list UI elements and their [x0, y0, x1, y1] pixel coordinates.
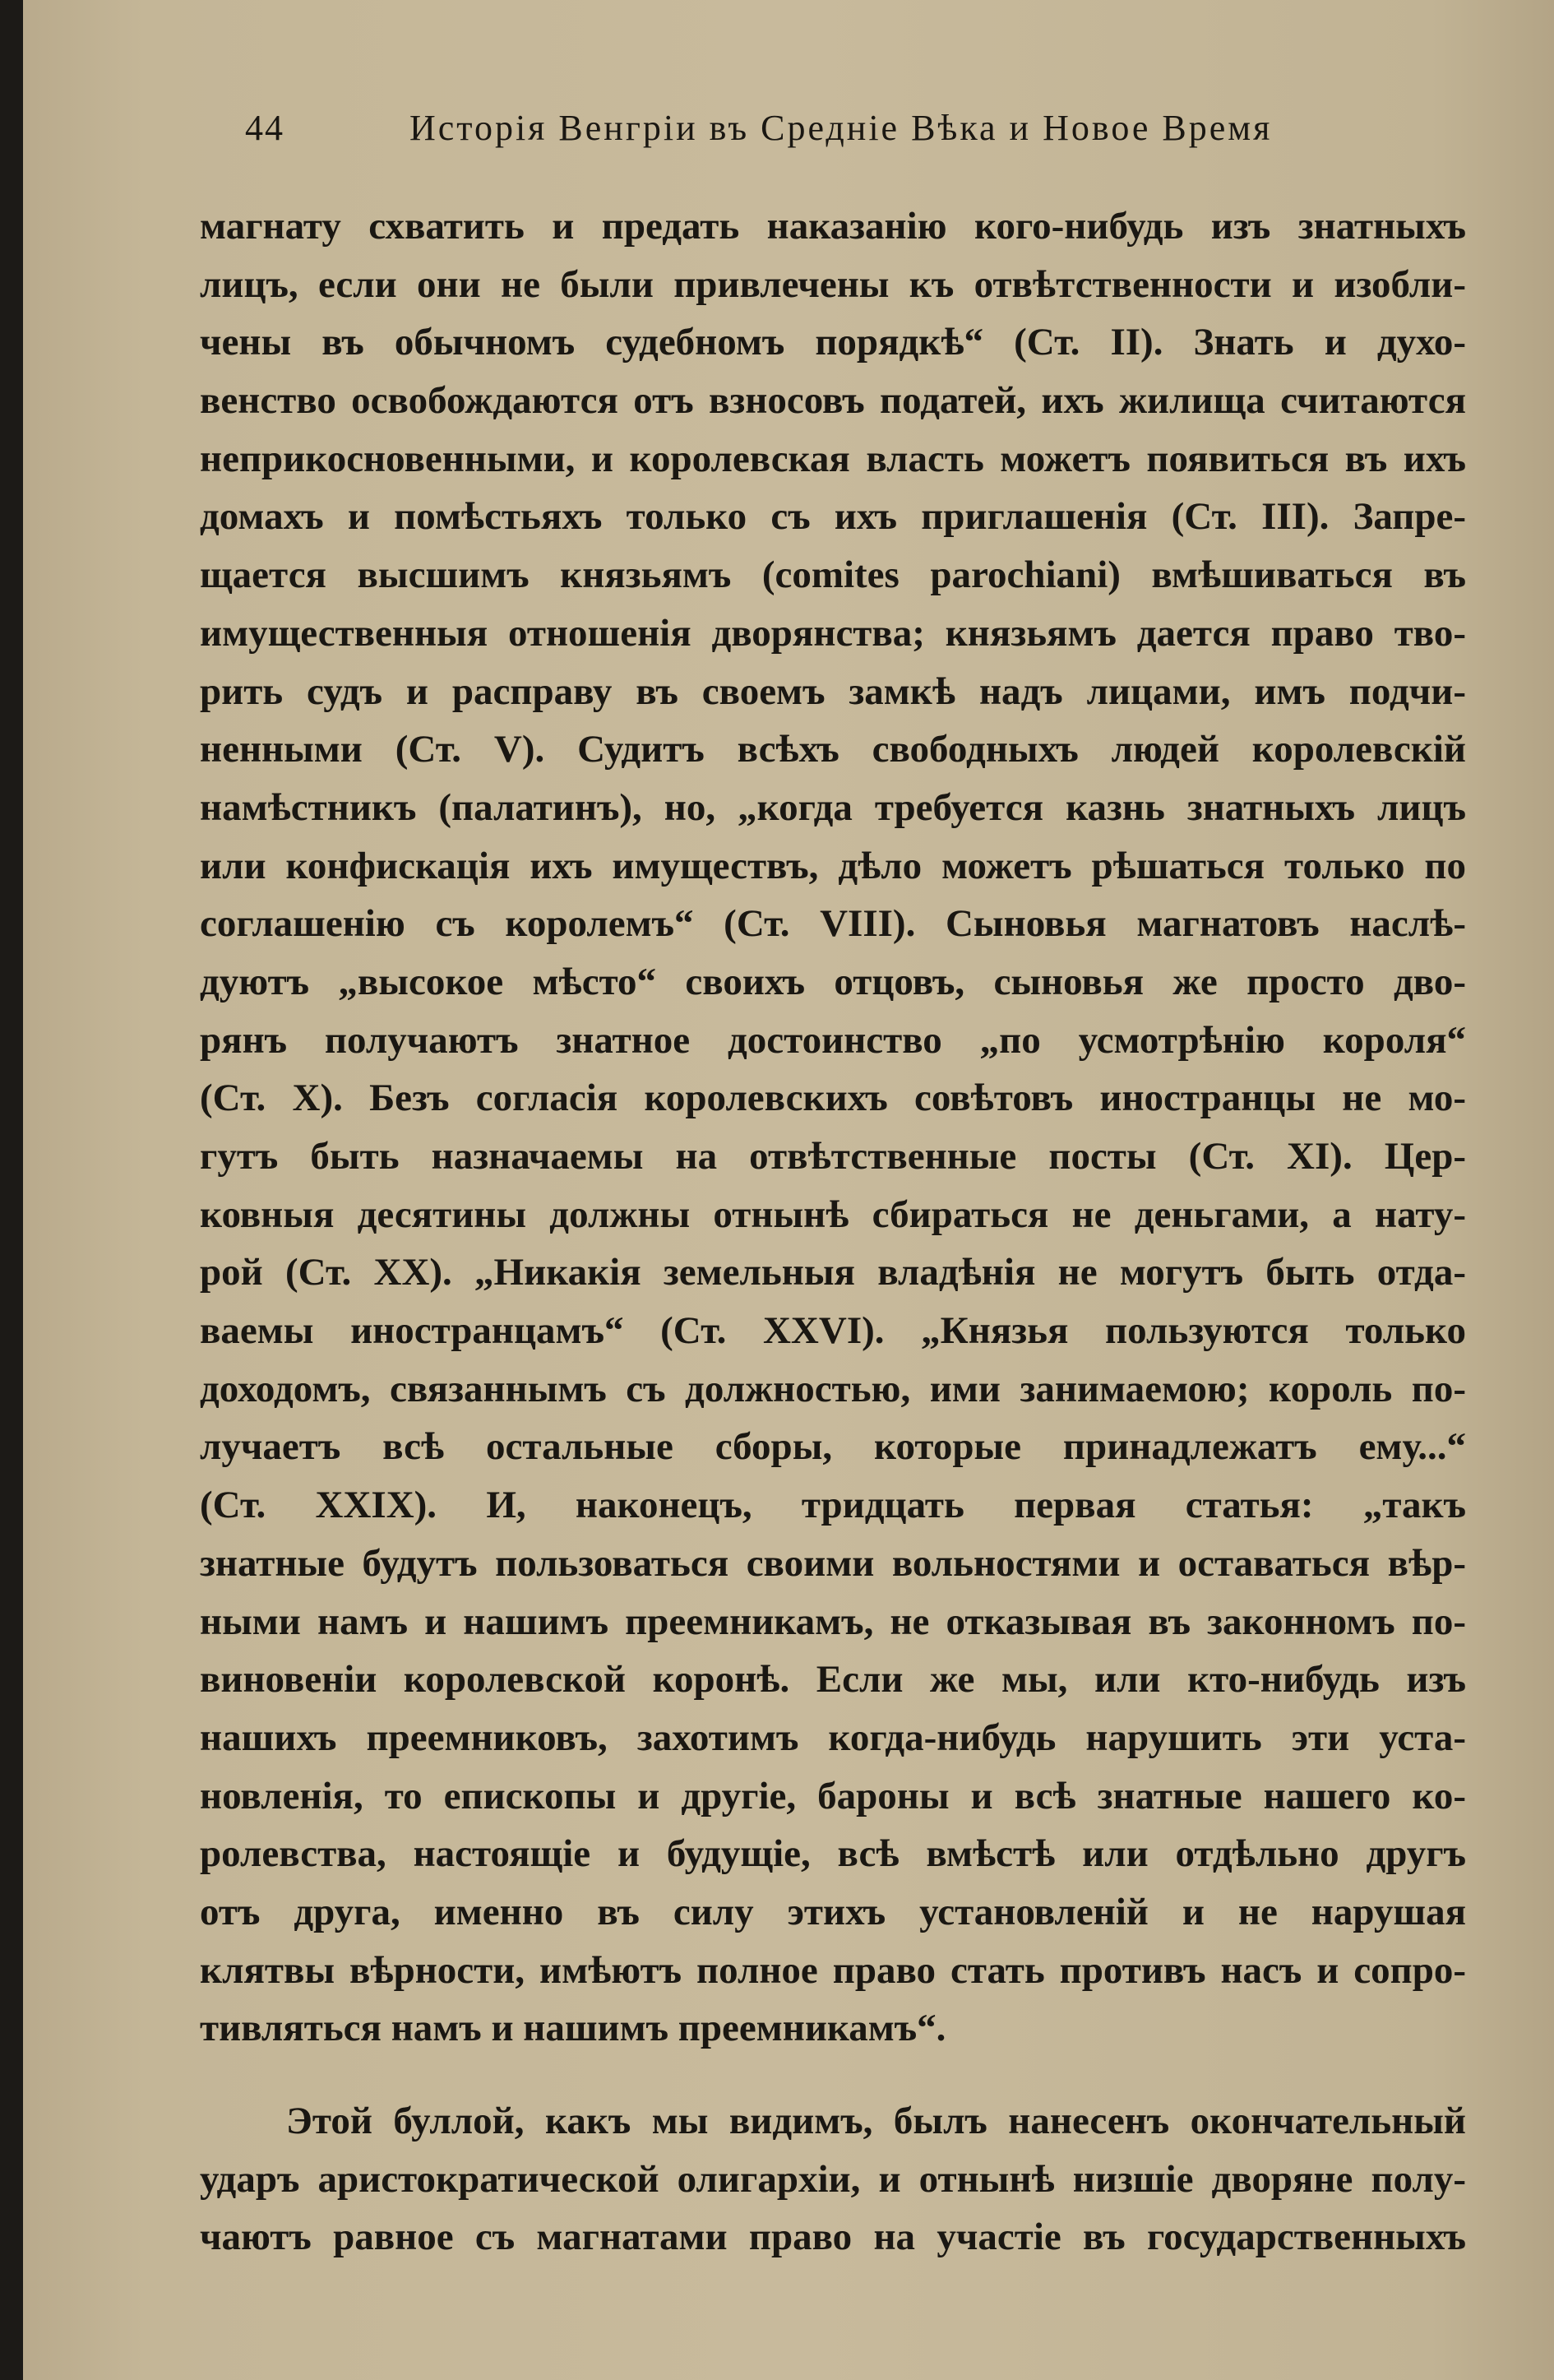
paragraph-gap: [200, 2058, 1466, 2092]
text-line: (Ст. XXIX). И, наконецъ, тридцать первая статья: „такъ: [200, 1484, 1466, 1527]
text-line: домахъ и помѣстьяхъ только съ ихъ приглашенія (Ст. III). Запре-: [200, 495, 1466, 539]
text-line: доходомъ, связаннымъ съ должностью, ими занимаемою; король по-: [200, 1367, 1466, 1410]
text-line: лучаетъ всѣ остальные сборы, которые принадлежатъ ему...“: [200, 1425, 1466, 1469]
text-line: неприкосновенными, и королевская власть можетъ появиться въ ихъ: [200, 437, 1466, 480]
text-line: соглашенію съ королемъ“ (Ст. VIII). Сыновья магнатовъ наслѣ-: [200, 902, 1466, 946]
page-number: 44: [245, 108, 284, 148]
text-line: рянъ получаютъ знатное достоинство „по усмотрѣнію короля“: [200, 1018, 1466, 1062]
text-line: ными намъ и нашимъ преемникамъ, не отказывая въ законномъ по-: [200, 1600, 1466, 1643]
text-line: намѣстникъ (палатинъ), но, „когда требуется казнь знатныхъ лицъ: [200, 785, 1466, 829]
paragraph-2: [200, 2092, 1466, 2267]
body-text: [200, 197, 1466, 2267]
text-line: Этой буллой, какъ мы видимъ, былъ нанесенъ окончательный: [286, 2100, 1466, 2142]
text-line: новленія, то епископы и другіе, бароны и всѣ знатные нашего ко-: [200, 1774, 1466, 1817]
text-line: чены въ обычномъ судебномъ порядкѣ“ (Ст. II). Знать и духо-: [200, 321, 1466, 364]
paragraph-1: [200, 197, 1466, 2058]
page-header: [245, 107, 1396, 173]
book-page: [23, 0, 1554, 2380]
text-line: магнату схватить и предать наказанію кого-нибудь изъ знатныхъ: [200, 205, 1466, 248]
text-line: ударъ аристократической олигархіи, и отнынѣ низшіе дворяне полу-: [200, 2157, 1466, 2201]
text-line: ненными (Ст. V). Судитъ всѣхъ свободныхъ людей королевскій: [200, 728, 1466, 771]
text-line: или конфискація ихъ имуществъ, дѣло можетъ рѣшаться только по: [200, 844, 1466, 887]
text-line: дуютъ „высокое мѣсто“ своихъ отцовъ, сыновья же просто дво-: [200, 960, 1466, 1003]
text-line: тивляться намъ и нашимъ преемникамъ“.: [200, 2007, 946, 2050]
text-line: гутъ быть назначаемы на отвѣтственные посты (Ст. XI). Цер-: [200, 1135, 1466, 1178]
text-line: чаютъ равное съ магнатами право на участіе въ государственныхъ: [200, 2216, 1466, 2259]
text-line: ваемы иностранцамъ“ (Ст. XXVI). „Князья пользуются только: [200, 1309, 1466, 1353]
text-line: рой (Ст. XX). „Никакія земельныя владѣнія не могутъ быть отда-: [200, 1251, 1466, 1294]
text-line: ролевства, настоящіе и будущіе, всѣ вмѣстѣ или отдѣльно другъ: [200, 1832, 1466, 1876]
text-line: щается высшимъ князьямъ (comites parochiani) вмѣшиваться въ: [200, 553, 1466, 597]
text-line: имущественныя отношенія дворянства; князьямъ дается право тво-: [200, 611, 1466, 655]
text-line: рить судъ и расправу въ своемъ замкѣ надъ лицами, имъ подчи-: [200, 669, 1466, 713]
text-line: лицъ, если они не были привлечены къ отвѣтственности и изобли-: [200, 262, 1466, 306]
text-line: виновеніи королевской коронѣ. Если же мы, или кто-нибудь изъ: [200, 1658, 1466, 1702]
text-line: отъ друга, именно въ силу этихъ установленій и не нарушая: [200, 1890, 1466, 1933]
text-line: знатные будутъ пользоваться своими вольностями и оставаться вѣр-: [200, 1541, 1466, 1585]
text-line: клятвы вѣрности, имѣютъ полное право стать противъ насъ и сопро-: [200, 1948, 1466, 1992]
text-line: ковныя десятины должны отнынѣ сбираться не деньгами, а нату-: [200, 1192, 1466, 1236]
text-line: нашихъ преемниковъ, захотимъ когда-нибудь нарушить эти уста-: [200, 1716, 1466, 1759]
running-title: Исторія Венгріи въ Средніе Вѣка и Новое Время: [409, 108, 1273, 148]
text-line: (Ст. X). Безъ согласія королевскихъ совѣтовъ иностранцы не мо-: [200, 1077, 1466, 1120]
text-line: венство освобождаются отъ взносовъ податей, ихъ жилища считаются: [200, 379, 1466, 423]
